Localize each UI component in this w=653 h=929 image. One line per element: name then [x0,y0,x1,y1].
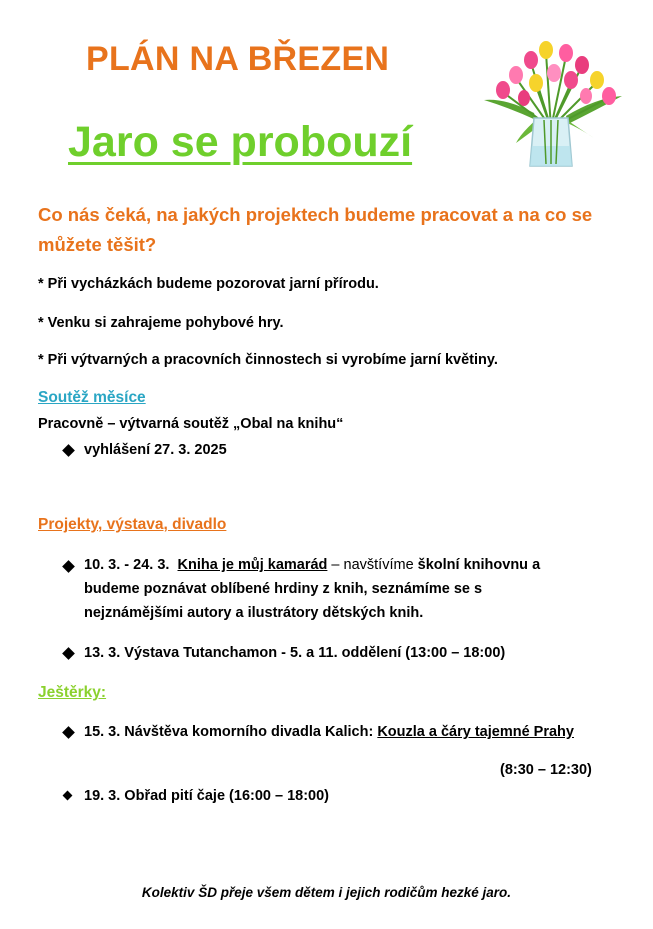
diamond-bullet-icon [62,647,75,660]
project-1-line3: nejznámějšími autory a ilustrátory dětských knih. [84,605,424,621]
diamond-bullet-icon [63,791,73,801]
project-item-2: 13. 3. Výstava Tutanchamon - 5. a 11. oddělení (13:00 – 18:00) [84,645,506,661]
project-1-line1: školní knihovnu a [413,557,541,573]
lizards-1-time: (8:30 – 12:30) [500,762,592,778]
diamond-bullet-icon [62,560,75,573]
lizards-item-2: 19. 3. Obřad pití čaje (16:00 – 18:00) [84,788,330,804]
contest-description: Pracovně – výtvarná soutěž „Obal na knihu“ [38,416,344,432]
page-subtitle: Jaro se probouzí [68,118,413,166]
footer-wish: Kolektiv ŠD přeje všem dětem i jejich rodičům hezké jaro. [141,885,512,900]
tulip-bouquet-image [476,38,626,168]
intro-point-3: * Při výtvarných a pracovních činnostech si vyrobíme jarní květiny. [38,352,498,368]
diamond-bullet-icon [62,726,75,739]
contest-heading: Soutěž měsíce [38,389,146,406]
intro-point-2: * Venku si zahrajeme pohybové hry. [38,315,284,331]
lizards-item-1 [84,724,574,740]
lizards-heading: Ještěrky: [38,684,107,701]
project-1-date: 10. 3. - 24. 3. [84,557,170,573]
page-title: PLÁN NA BŘEZEN [86,40,390,78]
intro-question: Co nás čeká, na jakých projektech budeme pracovat a na co se můžete těšit? [38,204,593,255]
lizards-1-link: Kouzla a čáry tajemné Prahy [377,724,574,740]
contest-announcement: vyhlášení 27. 3. 2025 [84,442,227,458]
lizards-1-text: 15. 3. Návštěva komorního divadla Kalich: [84,724,378,740]
intro-point-1: * Při vycházkách budeme pozorovat jarní přírodu. [38,276,379,292]
project-1-name: Kniha je můj kamarád [177,557,328,573]
project-1-line2: budeme poznávat oblíbené hrdiny z knih, seznámíme se s [84,581,483,597]
project-1-dash: – navštívíme [327,557,414,573]
projects-heading: Projekty, výstava, divadlo [38,516,227,533]
diamond-bullet-icon [62,444,75,457]
project-item-1 [84,553,604,625]
